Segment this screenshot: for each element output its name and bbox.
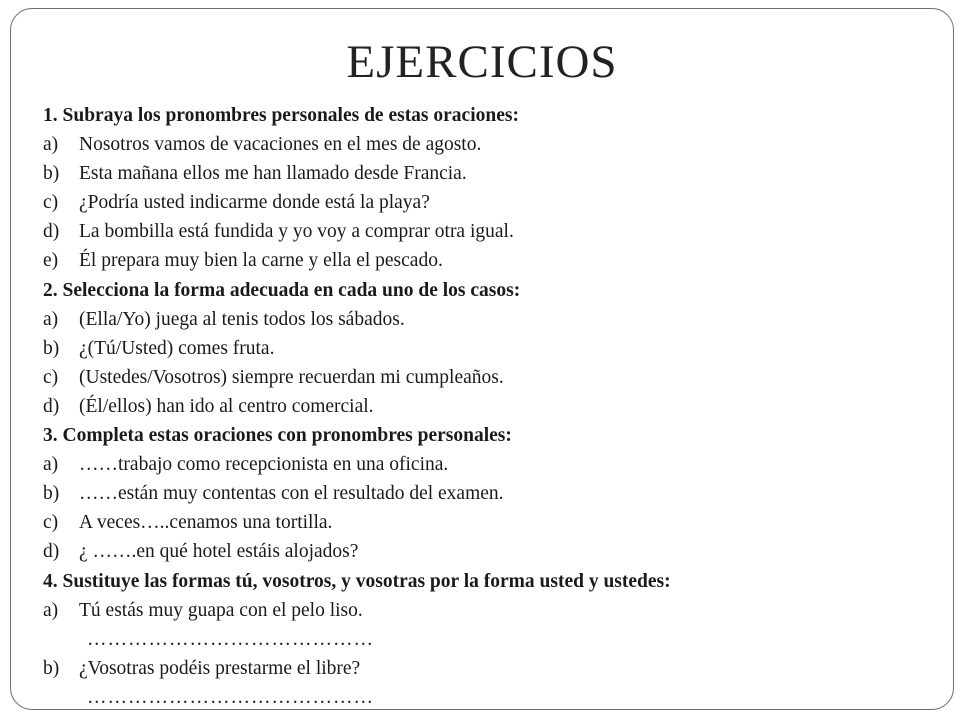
list-item: [43, 450, 943, 479]
item-letter: a): [43, 599, 59, 621]
item-text: (Ustedes/Vosotros) siempre recuerdan mi cumpleaños.: [79, 366, 504, 388]
item-text: Tú estás muy guapa con el pelo liso.: [79, 599, 363, 621]
item-text: ……están muy contentas con el resultado del examen.: [79, 483, 504, 505]
item-letter: c): [43, 366, 59, 388]
item-letter: d): [43, 221, 60, 243]
item-text: Él prepara muy bien la carne y ella el pescado.: [79, 250, 443, 272]
list-item: [43, 188, 943, 217]
slide-title: EJERCICIOS: [346, 36, 618, 88]
list-item: [43, 596, 943, 625]
section-heading-4: 4. Sustituye las formas tú, vosotros, y vosotras por la forma usted y ustedes:: [43, 570, 671, 592]
item-letter: a): [43, 134, 59, 156]
item-letter: a): [43, 454, 59, 476]
item-letter: b): [43, 483, 60, 505]
slide-frame: [10, 8, 954, 710]
item-letter: d): [43, 395, 60, 417]
item-letter: c): [43, 512, 59, 534]
section-heading-1: 1. Subraya los pronombres personales de estas oraciones:: [43, 105, 519, 126]
item-text: ……trabajo como recepcionista en una oficina.: [79, 454, 449, 476]
list-item: [43, 479, 943, 508]
item-text: ¿Podría usted indicarme donde está la playa?: [79, 192, 430, 214]
item-text: ¿Vosotras podéis prestarme el libre?: [79, 657, 361, 679]
list-item: [43, 654, 943, 683]
item-text: Esta mañana ellos me han llamado desde Francia.: [79, 163, 467, 185]
list-item: [43, 334, 943, 363]
item-text: (Ella/Yo) juega al tenis todos los sábados.: [79, 308, 405, 330]
list-item: [43, 537, 943, 566]
list-item: [43, 246, 943, 275]
list-item: [43, 508, 943, 537]
list-item: [43, 217, 943, 246]
item-letter: b): [43, 337, 60, 359]
item-text: (Él/ellos) han ido al centro comercial.: [79, 395, 374, 417]
answer-line: ……………………………………: [87, 686, 374, 708]
exercise-content: [43, 101, 943, 712]
list-item: [43, 392, 943, 421]
item-text: ¿(Tú/Usted) comes fruta.: [79, 337, 275, 359]
section-heading-2: 2. Selecciona la forma adecuada en cada uno de los casos:: [43, 279, 521, 301]
list-item: [43, 159, 943, 188]
item-text: ¿ …….en qué hotel estáis alojados?: [79, 541, 359, 563]
list-item: [43, 130, 943, 159]
list-item: [43, 363, 943, 392]
item-letter: b): [43, 657, 60, 679]
section-heading-3: 3. Completa estas oraciones con pronombres personales:: [43, 425, 512, 447]
item-letter: d): [43, 541, 60, 563]
item-letter: b): [43, 163, 60, 185]
item-text: Nosotros vamos de vacaciones en el mes de agosto.: [79, 134, 482, 156]
item-letter: e): [43, 250, 59, 272]
item-text: La bombilla está fundida y yo voy a comprar otra igual.: [79, 221, 514, 243]
answer-line: ……………………………………: [87, 628, 374, 650]
item-letter: c): [43, 192, 59, 214]
item-letter: a): [43, 308, 59, 330]
list-item: [43, 305, 943, 334]
item-text: A veces…..cenamos una tortilla.: [79, 512, 333, 534]
